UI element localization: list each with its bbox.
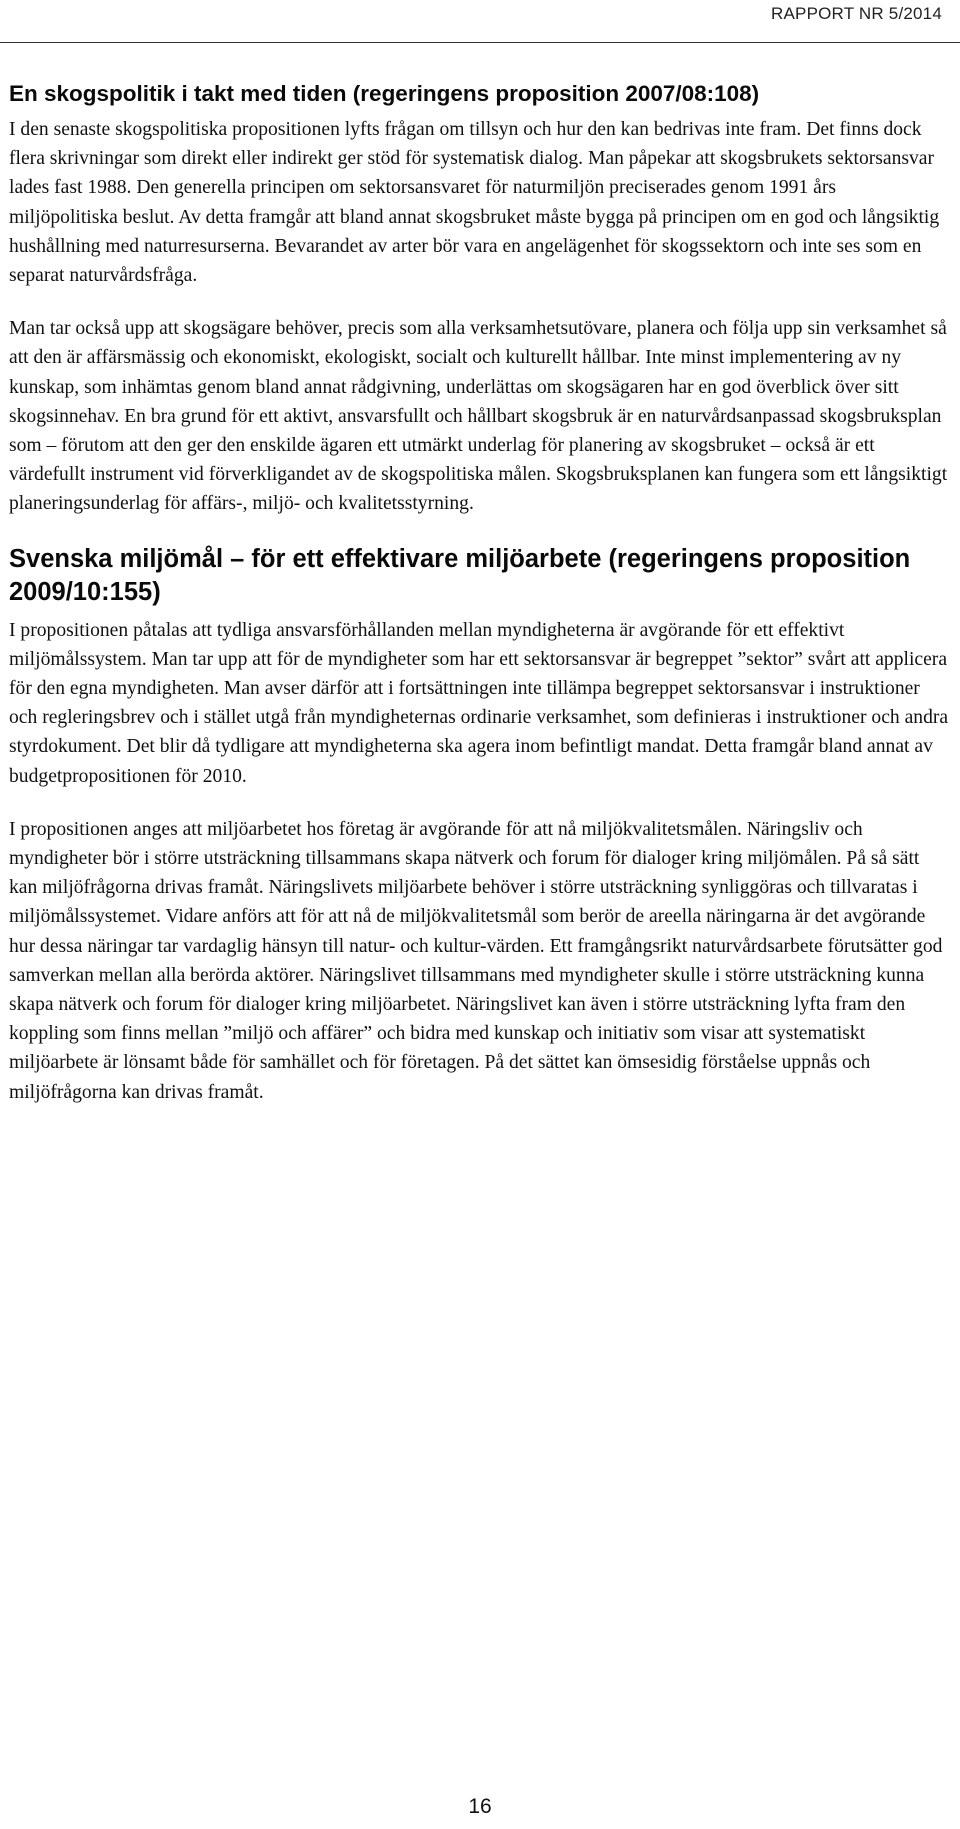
section-heading-skogspolitik: En skogspolitik i takt med tiden (regeringens proposition 2007/08:108) <box>9 81 760 106</box>
paragraph: I den senaste skogspolitiska propositionen lyfts frågan om tillsyn och hur den kan bedrivas inte fram. Det finns dock flera skrivningar som direkt eller indirekt ger stöd för systematisk dialog. Man påpekar att skogsbrukets sektorsansvar lades fast 1988. Den generella principen om sektorsansvaret för naturmiljön preciserades genom 1991 års miljöpolitiska beslut. Av detta framgår att bland annat skogsbruket måste bygga på principen om en god och långsiktig hushållning med naturresurserna. Bevarandet av arter bör vara en angelägenhet för skogssektorn och inte ses som en separat naturvårdsfråga. <box>9 119 940 287</box>
paragraph: I propositionen anges att miljöarbetet hos företag är avgörande för att nå miljökvalitetsmålen. Näringsliv och myndigheter bör i större utsträckning tillsammans skapa nätverk och forum för dialoger kring miljömålen. På så sätt kan miljöfrågorna drivas framåt. Näringslivets miljöarbete behöver i större utsträckning synliggöras och tillvaratas i miljömålssystemet. Vidare anförs att för att nå de miljökvalitetsmål som berör de areella näringarna är det avgörande hur dessa näringar tar vardaglig hänsyn till natur- och kultur-värden. Ett framgångsrikt naturvårdsarbete förutsätter god samverkan mellan alla berörda aktörer. Näringslivet tillsammans med myndigheter skulle i större utsträckning kunna skapa nätverk och forum för dialoger kring miljöarbetet. Näringslivet kan även i större utsträckning lyfta fram den koppling som finns mellan ”miljö och affärer” och bidra med kunskap och initiativ som visar att systematiskt miljöarbete är lönsamt både för samhället och för företagen. På det sättet kan ömsesidig förståelse uppnås och miljöfrågorna kan drivas framåt. <box>9 818 943 1103</box>
running-header: RAPPORT NR 5/2014 <box>771 4 942 23</box>
section-heading-miljomal: Svenska miljömål – för ett effektivare miljöarbete (regeringens proposition 2009/10:155) <box>9 544 911 606</box>
header-divider <box>0 42 960 43</box>
page-number: 16 <box>468 1795 492 1818</box>
document-body <box>9 78 949 1107</box>
paragraph: Man tar också upp att skogsägare behöver, precis som alla verksamhetsutövare, planera och följa upp sin verksamhet så att den är affärsmässig och ekonomiskt, ekologiskt, socialt och kulturellt hållbar. Inte minst implementering av ny kunskap, som inhämtas genom bland annat rådgivning, underlättas om skogsägaren har en god överblick över sitt skogsinnehav. En bra grund för ett aktivt, ansvarsfullt och hållbart skogsbruk är en naturvårdsanpassad skogsbruksplan som – förutom att den ger den enskilde ägaren ett utmärkt underlag för planering av skogsbruket – också är ett värdefullt instrument vid förverkligandet av de skogspolitiska målen. Skogsbruksplanen kan fungera som ett långsiktigt planeringsunderlag för affärs-, miljö- och kvalitetsstyrning. <box>9 318 948 515</box>
paragraph: I propositionen påtalas att tydliga ansvarsförhållanden mellan myndigheterna är avgörande för ett effektivt miljömålssystem. Man tar upp att för de myndigheter som har ett sektorsansvar är begreppet ”sektor” svårt att applicera för den egna myndigheten. Man avser därför att i fortsättningen inte tillämpa begreppet sektorsansvar i instruktioner och regleringsbrev och i stället utgå från myndigheternas ordinarie verksamhet, som definieras i instruktioner och andra styrdokument. Det blir då tydligare att myndigheterna ska agera inom befintligt mandat. Detta framgår bland annat av budgetpropositionen för 2010. <box>9 619 949 787</box>
